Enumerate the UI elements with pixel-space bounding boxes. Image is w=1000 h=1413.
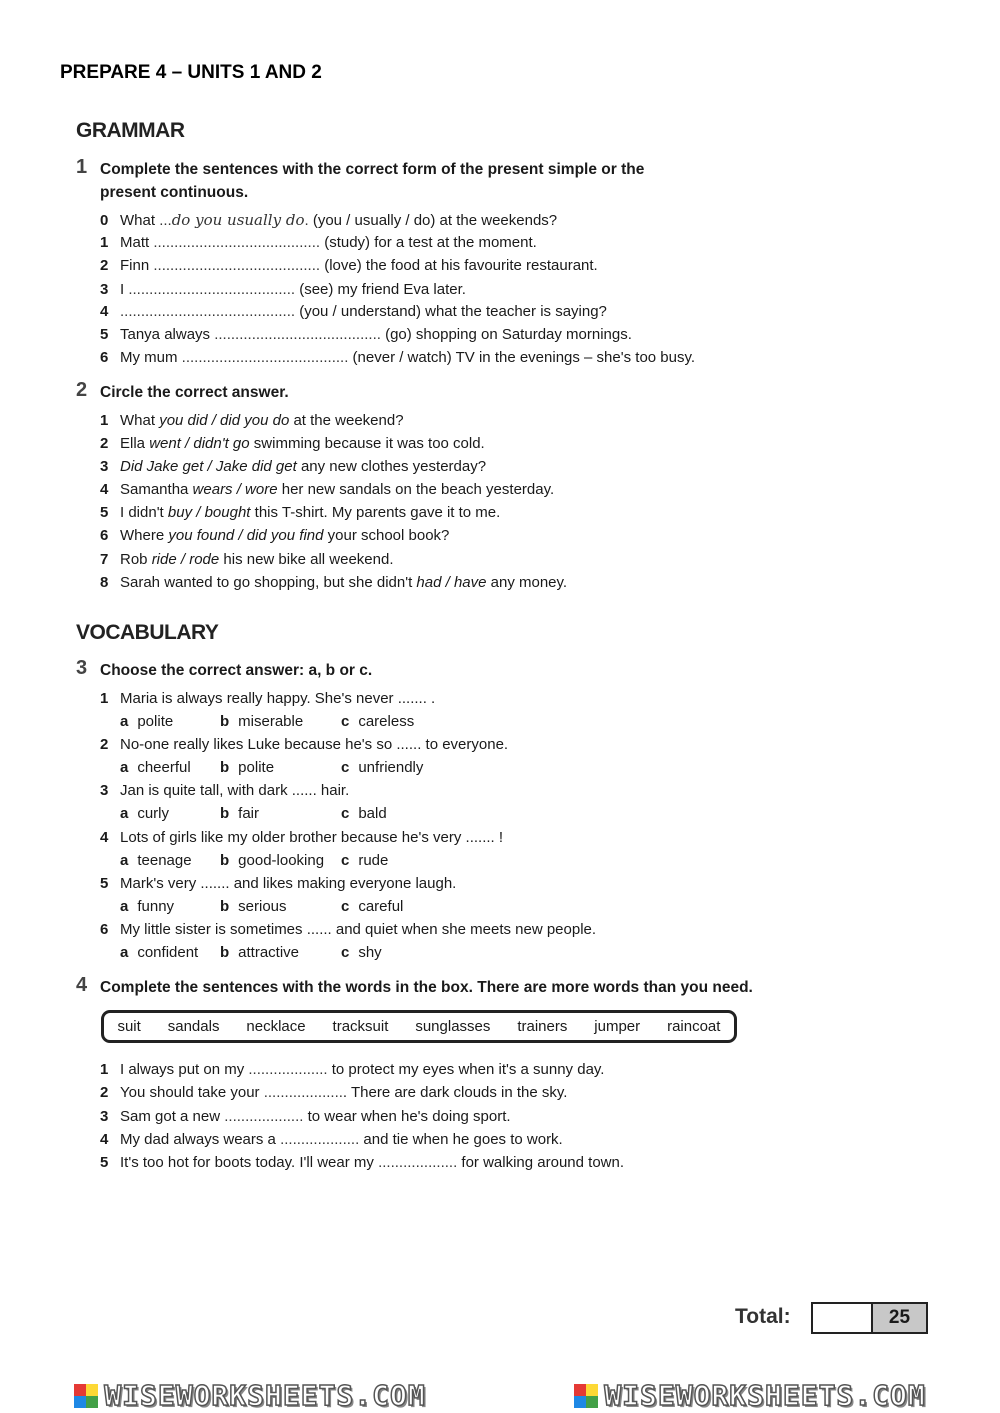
option-a[interactable]: a teenage	[120, 852, 192, 869]
item-text: her new sandals on the beach yesterday.	[277, 481, 555, 498]
ex3-item-4-question	[100, 827, 503, 849]
option-c[interactable]: c careful	[341, 898, 404, 915]
item-text: Where	[120, 527, 169, 544]
ex4-item-5[interactable]	[100, 1152, 624, 1174]
ex3-item-5-options	[100, 896, 500, 918]
item-text: No-one really likes Luke because he's so ...... to everyone.	[120, 736, 509, 753]
ex2-item-4[interactable]	[100, 479, 554, 501]
item-text: I didn't	[120, 504, 168, 521]
item-text: (never / watch) TV in the evenings – she's too busy.	[348, 349, 696, 366]
option-b[interactable]: b attractive	[220, 944, 300, 961]
item-number: 4	[100, 1131, 109, 1148]
item-text: Matt	[120, 234, 154, 251]
answer-blank[interactable]: ...................	[280, 1131, 360, 1148]
item-number: 8	[100, 574, 109, 591]
item-number: 3	[100, 281, 109, 298]
ex2-item-6[interactable]	[100, 525, 449, 547]
item-text: My mum	[120, 349, 182, 366]
word-box-item: sunglasses	[415, 1018, 491, 1035]
item-text: (go) shopping on Saturday mornings.	[380, 326, 632, 343]
option-a[interactable]: a curly	[120, 805, 170, 822]
item-text: Tanya always	[120, 326, 215, 343]
answer-blank[interactable]: ........................................	[181, 349, 349, 366]
ex3-item-5-question	[100, 873, 456, 895]
item-number: 2	[100, 1084, 109, 1101]
answer-blank[interactable]: ........................................	[153, 234, 321, 251]
answer-blank[interactable]: ..........................................	[120, 303, 296, 320]
answer-choices[interactable]: ride / rode	[151, 551, 220, 568]
answer-blank[interactable]: ........................................	[128, 281, 296, 298]
item-text: Mark's very ....... and likes making everyone laugh.	[120, 875, 457, 892]
option-a[interactable]: a polite	[120, 713, 174, 730]
wiseworksheets-logo-icon	[74, 1384, 98, 1408]
item-text: (study) for a test at the moment.	[320, 234, 537, 251]
item-text: (you / usually / do) at the weekends?	[308, 212, 558, 229]
ex3-item-2-question	[100, 734, 508, 756]
item-text: Maria is always really happy. She's never ....... .	[120, 690, 436, 707]
answer-blank[interactable]: ...................	[378, 1154, 458, 1171]
item-text: . There are dark clouds in the sky.	[342, 1084, 568, 1101]
item-text: My little sister is sometimes ...... and quiet when she meets new people.	[120, 921, 597, 938]
option-b[interactable]: b good-looking	[220, 852, 325, 869]
item-text: I	[120, 281, 129, 298]
item-text: What	[120, 412, 160, 429]
word-box	[101, 1010, 737, 1043]
ex4-item-3[interactable]	[100, 1106, 511, 1128]
vocabulary-heading: VOCABULARY	[76, 621, 219, 644]
item-number: 5	[100, 504, 109, 521]
ex1-item-2[interactable]	[100, 255, 598, 277]
word-box-item: necklace	[246, 1018, 306, 1035]
ex3-item-3-question	[100, 780, 349, 802]
item-text: Sam got a new	[120, 1108, 225, 1125]
ex4-item-1[interactable]	[100, 1059, 604, 1081]
answer-blank[interactable]: ........................................	[214, 326, 381, 343]
item-number: 1	[100, 412, 109, 429]
option-c[interactable]: c careless	[341, 713, 415, 730]
item-text: to protect my eyes when it's a sunny day.	[327, 1061, 605, 1078]
answer-blank[interactable]: ...................	[263, 1084, 343, 1101]
answer-choices[interactable]: had / have	[416, 574, 487, 591]
ex3-item-4-options	[100, 850, 500, 872]
item-text: swimming because it was too cold.	[249, 435, 485, 452]
item-text: this T-shirt. My parents gave it to me.	[250, 504, 501, 521]
ex1-item-6[interactable]	[100, 347, 695, 369]
word-box-item: trainers	[517, 1018, 568, 1035]
ex2-item-8[interactable]	[100, 572, 567, 594]
ex3-item-6-question	[100, 919, 596, 941]
option-c[interactable]: c shy	[341, 944, 382, 961]
item-text: I always put on my	[120, 1061, 249, 1078]
exercise-4-instruction: Complete the sentences with the words in the box. There are more words than you need.	[100, 979, 753, 996]
ex1-item-5[interactable]	[100, 324, 632, 346]
item-text: Jan is quite tall, with dark ...... hair.	[120, 782, 350, 799]
item-text: (you / understand) what the teacher is saying?	[295, 303, 607, 320]
item-text: What	[120, 212, 160, 229]
answer-blank[interactable]: ........................................	[153, 257, 321, 274]
ex2-item-2[interactable]	[100, 433, 485, 455]
ex3-item-2-options	[100, 757, 500, 779]
item-number: 3	[100, 458, 109, 475]
total-score-box	[811, 1302, 928, 1334]
item-text: Sarah wanted to go shopping, but she didn't	[120, 574, 417, 591]
item-number: 5	[100, 326, 109, 343]
item-text: any new clothes yesterday?	[296, 458, 487, 475]
item-number: 1	[100, 234, 109, 251]
item-number: 6	[100, 921, 109, 938]
answer-choices[interactable]: wears / wore	[192, 481, 278, 498]
ex3-item-6-options	[100, 942, 500, 964]
item-text: his new bike all weekend.	[219, 551, 394, 568]
option-c[interactable]: c unfriendly	[341, 759, 424, 776]
item-text: to wear when he's doing sport.	[303, 1108, 511, 1125]
ex4-item-2[interactable]	[100, 1082, 567, 1104]
max-score: 25	[873, 1304, 926, 1332]
ex2-item-1[interactable]	[100, 410, 404, 432]
ex1-item-0	[100, 209, 557, 231]
item-text: You should take your	[120, 1084, 264, 1101]
ex1-item-3[interactable]	[100, 279, 466, 301]
grammar-heading: GRAMMAR	[76, 119, 185, 142]
item-number: 4	[100, 481, 109, 498]
item-number: 5	[100, 875, 109, 892]
item-number: 3	[100, 1108, 109, 1125]
answer-blank[interactable]: ...................	[248, 1061, 328, 1078]
item-number: 4	[100, 829, 109, 846]
option-a[interactable]: a cheerful	[120, 759, 191, 776]
instruction-line: present continuous.	[100, 184, 249, 201]
ex1-item-4[interactable]	[100, 301, 607, 323]
ex2-item-7[interactable]	[100, 549, 394, 571]
item-text: for walking around town.	[457, 1154, 625, 1171]
item-text: any money.	[486, 574, 568, 591]
exercise-1-instruction	[100, 158, 644, 204]
option-a[interactable]: a funny	[120, 898, 175, 915]
ex3-item-3-options	[100, 803, 500, 825]
total-label: Total:	[735, 1305, 791, 1328]
word-box-item: jumper	[594, 1018, 641, 1035]
item-text: Lots of girls like my older brother because he's very ....... !	[120, 829, 504, 846]
ex3-item-1-question	[100, 688, 435, 710]
ex3-item-1-options	[100, 711, 500, 733]
option-b[interactable]: b polite	[220, 759, 275, 776]
item-text: and tie when he goes to work.	[359, 1131, 563, 1148]
answer-blank[interactable]: ...................	[224, 1108, 304, 1125]
ex2-item-3[interactable]	[100, 456, 486, 478]
item-number: 2	[100, 736, 109, 753]
answer-choices[interactable]: went / didn't go	[149, 435, 250, 452]
option-a[interactable]: a confident	[120, 944, 199, 961]
option-c[interactable]: c bald	[341, 805, 387, 822]
watermark	[574, 1379, 925, 1412]
item-text: at the weekend?	[289, 412, 404, 429]
exercise-3-number: 3	[76, 657, 88, 679]
exercise-2-number: 2	[76, 379, 88, 401]
ex4-item-4[interactable]	[100, 1129, 563, 1151]
item-number: 3	[100, 782, 109, 799]
watermark-text: WISEWORKSHEETS.COM	[604, 1379, 926, 1412]
exercise-1-number: 1	[76, 156, 88, 178]
item-number: 2	[100, 257, 109, 274]
answer-choices[interactable]: buy / bought	[167, 504, 251, 521]
item-text: My dad always wears a	[120, 1131, 281, 1148]
option-b[interactable]: b fair	[220, 805, 260, 822]
watermark-text: WISEWORKSHEETS.COM	[104, 1379, 426, 1412]
ex1-item-1[interactable]	[100, 232, 537, 254]
item-text: Samantha	[120, 481, 193, 498]
item-number: 2	[100, 435, 109, 452]
ex2-item-5[interactable]	[100, 502, 500, 524]
item-number: 6	[100, 527, 109, 544]
item-number: 0	[100, 212, 109, 229]
item-number: 4	[100, 303, 109, 320]
item-number: 1	[100, 690, 109, 707]
item-number: 5	[100, 1154, 109, 1171]
answer-choices[interactable]: you did / did you do	[159, 412, 290, 429]
item-text: Finn	[120, 257, 154, 274]
word-box-item: tracksuit	[332, 1018, 389, 1035]
item-number: 6	[100, 349, 109, 366]
exercise-3-instruction: Choose the correct answer: a, b or c.	[100, 662, 373, 679]
answer-choices[interactable]: Did Jake get / Jake did get	[120, 458, 297, 475]
example-answer: do you usually do	[171, 211, 305, 229]
word-box-item: suit	[117, 1018, 141, 1035]
item-text: (see) my friend Eva later.	[295, 281, 466, 298]
answer-choices[interactable]: you found / did you find	[168, 527, 324, 544]
word-box-item: sandals	[167, 1018, 220, 1035]
score-input[interactable]	[813, 1304, 873, 1332]
item-text: your school book?	[323, 527, 450, 544]
item-text: (love) the food at his favourite restaurant.	[320, 257, 598, 274]
wiseworksheets-logo-icon	[574, 1384, 598, 1408]
item-number: 7	[100, 551, 109, 568]
example-dots: .	[304, 212, 309, 229]
watermark	[74, 1379, 425, 1412]
option-c[interactable]: c rude	[341, 852, 389, 869]
word-box-item: raincoat	[667, 1018, 721, 1035]
instruction-line: Complete the sentences with the correct form of the present simple or the	[100, 161, 645, 178]
item-text: Rob	[120, 551, 152, 568]
exercise-4-number: 4	[76, 974, 88, 996]
item-text: Ella	[120, 435, 150, 452]
item-number: 1	[100, 1061, 109, 1078]
exercise-2-instruction: Circle the correct answer.	[100, 384, 289, 401]
item-text: It's too hot for boots today. I'll wear my	[120, 1154, 379, 1171]
option-b[interactable]: b miserable	[220, 713, 304, 730]
option-b[interactable]: b serious	[220, 898, 287, 915]
footer-watermark	[0, 1378, 1000, 1413]
document-title: PREPARE 4 – UNITS 1 AND 2	[60, 62, 322, 83]
example-dots: ...	[159, 212, 172, 229]
